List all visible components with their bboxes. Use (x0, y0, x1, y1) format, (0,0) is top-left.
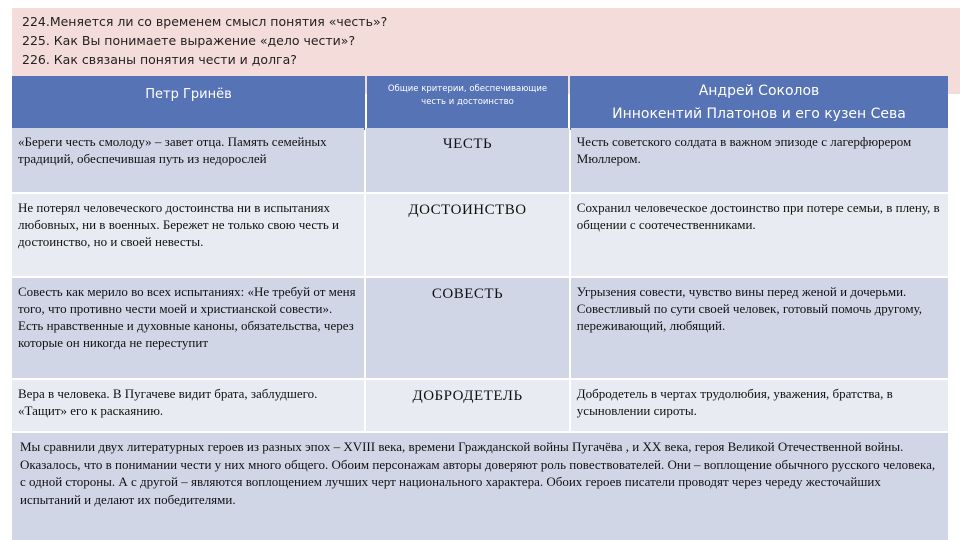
header-sokolov-line1: Андрей Соколов (698, 83, 820, 99)
table-row (12, 278, 948, 378)
header-criteria-line2: честь и достоинство (421, 97, 514, 107)
row-sokolov-cell: Угрызения совести, чувство вины перед женой и дочерьми. Совестливый по сути своей человек, готовый помочь другому, переживающий, любящий. (571, 278, 948, 378)
question-225: 225. Как Вы понимаете выражение «дело чести»? (22, 33, 356, 48)
row-grinev-cell: Вера в человека. В Пугачеве видит брата, заблудшего. «Тащит» его к раскаянию. (12, 380, 364, 431)
header-criteria-line1: Общие критерии, обеспечивающие (387, 84, 548, 94)
question-224: 224.Меняется ли со временем смысл понятия «честь»? (22, 14, 388, 29)
row-criterion-cell: ЧЕСТЬ (366, 128, 569, 192)
row-criterion-cell: СОВЕСТЬ (366, 278, 569, 378)
row-grinev-cell: «Береги честь смолоду» – завет отца. Память семейных традиций, обеспечившая путь из недорослей (12, 128, 364, 192)
table-row (12, 380, 948, 431)
table-row (12, 194, 948, 276)
summary-paragraph (12, 433, 948, 540)
row-grinev-cell: Совесть как мерило во всех испытаниях: «Не требуй от меня того, что противно чести моей и христианской совести». Есть нравственные и духовные каноны, обязательства, через которые он никогда не переступит (12, 278, 364, 378)
summary-text: Мы сравнили двух литературных героев из разных эпох – XVIII века, времени Гражданской войны Пугачёва , и XX века, героя Великой Отечественной войны. Оказалось, что в понимании чести у них много общего. Обоим персонажам авторы доверяют роль повествователей. Они – воплощение обычного русского человека, с одной стороны. А с другой – являются воплощением лучших черт национального характера. Обоих героев писатели проводят через череду жесточайших испытаний и делают их победителями. (20, 439, 936, 507)
row-criterion-cell: ДОСТОИНСТВО (366, 194, 569, 276)
table-row (12, 128, 948, 192)
row-sokolov-cell: Добродетель в чертах трудолюбия, уважения, братства, в усыновлении сироты. (571, 380, 948, 431)
row-sokolov-cell: Сохранил человеческое достоинство при потере семьи, в плену, в общении с соотечественниками. (571, 194, 948, 276)
question-226: 226. Как связаны понятия чести и долга? (22, 52, 297, 67)
header-grinev-label: Петр Гринёв (145, 87, 232, 102)
header-sokolov-line2: Иннокентий Платонов и его кузен Сева (612, 106, 906, 122)
header-sokolov (570, 76, 948, 130)
header-criteria (367, 76, 568, 130)
header-grinev (12, 76, 365, 130)
row-sokolov-cell: Честь советского солдата в важном эпизоде с лагерфюрером Мюллером. (571, 128, 948, 192)
row-criterion-cell: ДОБРОДЕТЕЛЬ (366, 380, 569, 431)
row-grinev-cell: Не потерял человеческого достоинства ни в испытаниях любовных, ни в военных. Бережет не только свою честь и достоинство, но и своей невесты. (12, 194, 364, 276)
